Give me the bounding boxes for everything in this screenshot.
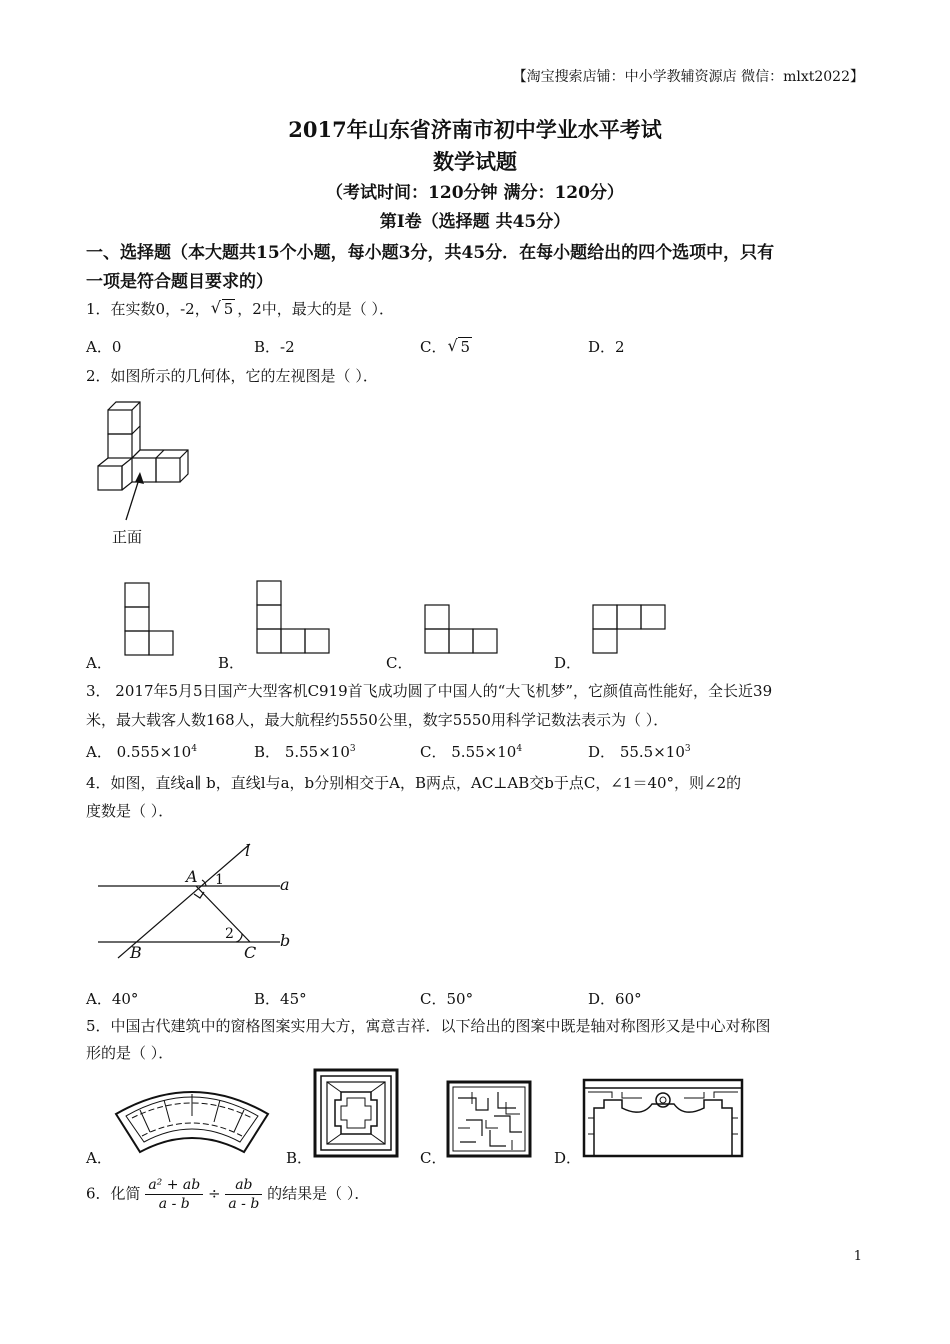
sqrt-symbol bbox=[212, 300, 236, 318]
front-arrow bbox=[120, 470, 160, 526]
sqrt-symbol bbox=[448, 338, 472, 356]
q3-option-a bbox=[86, 741, 197, 762]
q3-option-d bbox=[588, 741, 691, 762]
exam-title: 2017年山东省济南市初中学业水平考试 bbox=[288, 117, 662, 142]
q1-option-c-label: C． bbox=[420, 338, 447, 356]
q2-option-a: A． bbox=[86, 654, 112, 672]
q1-option-a: A．0 bbox=[86, 338, 122, 356]
parallel-lines-figure bbox=[90, 836, 310, 966]
q5-option-c: C． bbox=[420, 1149, 447, 1167]
view-option-b bbox=[256, 580, 332, 656]
fraction-1-numerator: a² + ab bbox=[145, 1176, 203, 1195]
q4-option-b: B．45° bbox=[254, 990, 307, 1008]
question-1 bbox=[86, 298, 394, 319]
q2-option-b: B． bbox=[218, 654, 245, 672]
divide-symbol: ÷ bbox=[208, 1184, 221, 1203]
view-option-d bbox=[592, 604, 668, 656]
question-5-line2: 形的是（ ）． bbox=[86, 1044, 174, 1062]
q1-option-b: B．-2 bbox=[254, 338, 295, 356]
exam-info: （考试时间：120分钟 满分：120分） bbox=[326, 183, 624, 203]
question-6 bbox=[86, 1176, 369, 1213]
question-2: 2．如图所示的几何体，它的左视图是（ ）． bbox=[86, 367, 378, 385]
page-number: 1 bbox=[853, 1249, 862, 1264]
question-3-line1: 3． 2017年5月5日国产大型客机C919首飞成功圆了中国人的“大飞机梦”，它颜值高性能好，全长近39 bbox=[86, 682, 773, 700]
q5-option-d: D． bbox=[554, 1149, 582, 1167]
q2-option-d: D． bbox=[554, 654, 582, 672]
q3-option-c-base: 5.55×10 bbox=[451, 743, 517, 761]
q1-option-d: D．2 bbox=[588, 338, 625, 356]
section-heading-line1: 一、选择题（本大题共15个小题，每小题3分，共45分．在每小题给出的四个选项中，只有 bbox=[86, 243, 775, 263]
label-l: l bbox=[245, 841, 251, 860]
q6-suffix: 的结果是（ ）． bbox=[267, 1184, 370, 1203]
question-5-line1: 5．中国古代建筑中的窗格图案实用大方，寓意吉祥．以下给出的图案中既是轴对称图形又是中心对称图 bbox=[86, 1017, 771, 1035]
q3-option-a-label: A． bbox=[86, 743, 112, 761]
fraction-2 bbox=[225, 1176, 262, 1213]
header-note: 【淘宝搜索店铺：中小学教辅资源店 微信：mlxt2022】 bbox=[512, 69, 864, 85]
lattice-fan-a bbox=[112, 1074, 272, 1158]
label-b-line: b bbox=[280, 931, 291, 950]
label-b-point: B bbox=[130, 943, 142, 962]
label-angle-2: 2 bbox=[225, 926, 234, 942]
q4-option-c: C．50° bbox=[420, 990, 474, 1008]
segment-ac bbox=[196, 886, 250, 942]
q3-option-d-label: D． bbox=[588, 743, 616, 761]
q5-option-b: B． bbox=[286, 1149, 313, 1167]
q5-option-a: A． bbox=[86, 1149, 112, 1167]
part-title: 第Ⅰ卷（选择题 共45分） bbox=[379, 212, 571, 232]
fraction-1-denominator: a - b bbox=[158, 1196, 190, 1212]
q2-option-c: C． bbox=[386, 654, 413, 672]
q3-option-b bbox=[254, 741, 356, 762]
fraction-2-numerator: ab bbox=[225, 1176, 262, 1195]
q1-radicand: 5 bbox=[223, 300, 234, 318]
q4-option-d: D．60° bbox=[588, 990, 642, 1008]
label-a-point: A bbox=[186, 867, 198, 886]
view-option-a bbox=[124, 582, 176, 656]
q3-option-d-exp: 3 bbox=[684, 744, 691, 754]
q3-option-c-label: C． bbox=[420, 743, 447, 761]
question-4-line2: 度数是（ ）． bbox=[86, 802, 174, 820]
q3-option-d-base: 55.5×10 bbox=[619, 743, 685, 761]
label-a-line: a bbox=[280, 875, 290, 894]
lattice-arch-d bbox=[582, 1078, 744, 1158]
angle-2-arc bbox=[236, 934, 242, 942]
label-c-point: C bbox=[244, 943, 257, 962]
q3-option-b-label: B． bbox=[254, 743, 281, 761]
fraction-1 bbox=[145, 1176, 203, 1213]
question-3-line2: 米，最大载客人数168人，最大航程约5550公里，数字5550用科学记数法表示为（ ）． bbox=[86, 711, 669, 729]
subject-title: 数学试题 bbox=[433, 149, 517, 174]
q3-option-b-base: 5.55×10 bbox=[284, 743, 350, 761]
q1-option-c bbox=[420, 336, 474, 357]
q1-option-c-radicand: 5 bbox=[460, 338, 471, 356]
label-angle-1: 1 bbox=[215, 872, 224, 888]
fraction-2-denominator: a - b bbox=[228, 1196, 260, 1212]
q1-prefix: 1．在实数0，-2， bbox=[86, 300, 210, 318]
q3-option-a-exp: 4 bbox=[191, 744, 197, 754]
front-label: 正面 bbox=[112, 528, 143, 546]
q3-option-a-base: 0.555×10 bbox=[116, 743, 192, 761]
q1-suffix: ，2中，最大的是（ ）． bbox=[237, 300, 395, 318]
lattice-square-c bbox=[446, 1080, 532, 1158]
view-option-c bbox=[424, 604, 500, 656]
section-heading-line2: 一项是符合题目要求的） bbox=[86, 272, 273, 292]
q4-option-a: A．40° bbox=[86, 990, 139, 1008]
q6-prefix: 6．化简 bbox=[86, 1184, 141, 1203]
q3-option-b-exp: 3 bbox=[349, 744, 356, 754]
lattice-square-b bbox=[313, 1068, 399, 1158]
question-4-line1: 4．如图，直线a∥ b，直线l与a，b分别相交于A，B两点，AC⊥AB交b于点C，∠1＝40°，则∠2的 bbox=[86, 774, 742, 792]
q3-option-c bbox=[420, 741, 522, 762]
q3-option-c-exp: 4 bbox=[516, 744, 523, 754]
